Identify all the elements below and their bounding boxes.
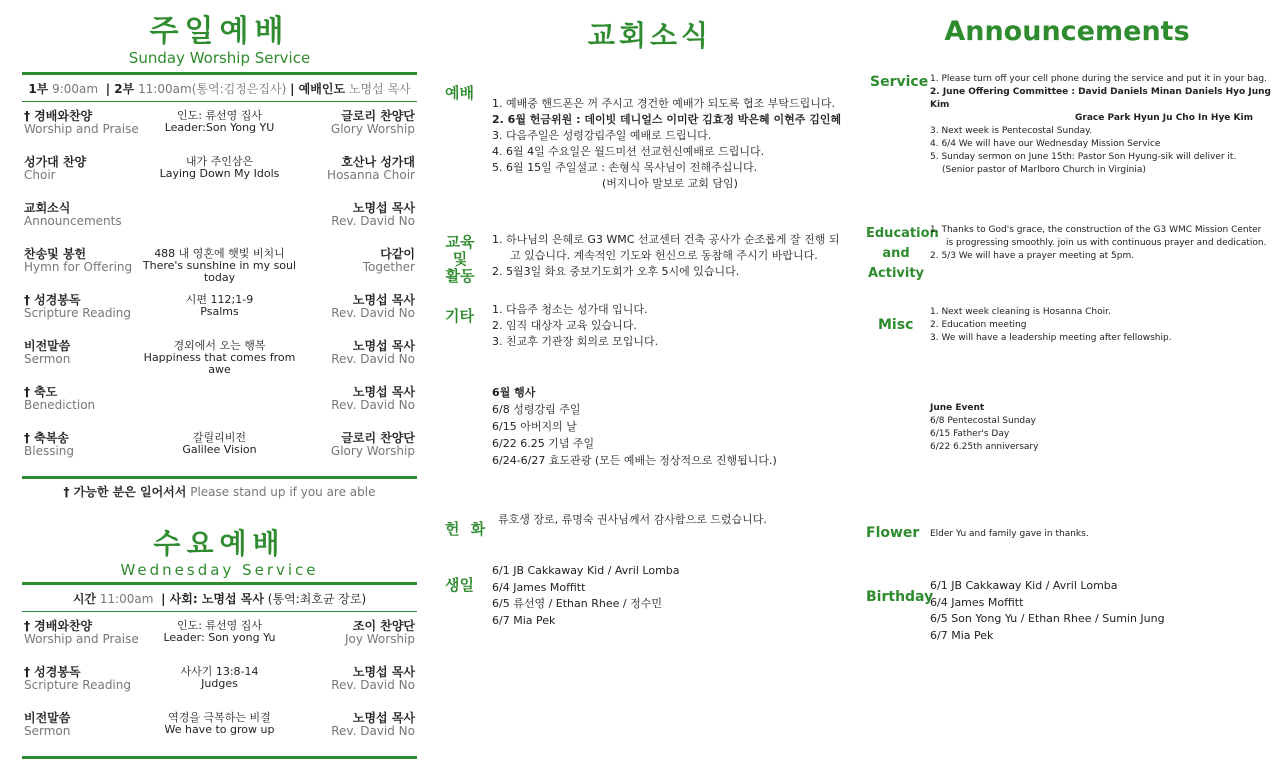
- leader-en: Rev. David No: [331, 724, 415, 738]
- flower-text: 류호생 장로, 류명숙 권사님께서 감사함으로 드렸습니다.: [498, 513, 767, 526]
- flower-label: 헌 화: [445, 520, 489, 538]
- order-item-ko: 비전말씀: [24, 711, 71, 725]
- label-line: Activity: [867, 266, 925, 281]
- sunday-title: 주일예배: [149, 14, 290, 49]
- list-item: 5. Sunday sermon on June 15th: Pastor Son Hyung-sik will deliver it.: [930, 152, 1237, 162]
- sunday-order-list: [22, 108, 417, 476]
- english-announcements-column: [862, 14, 1272, 774]
- second-service-time: 11:00am(통역:김정은집사): [138, 82, 287, 96]
- detail-line-2: Happiness that comes from awe: [143, 351, 296, 376]
- leader-en: Glory Worship: [330, 444, 415, 458]
- order-item-leader: [285, 110, 415, 136]
- misc-label: 기타: [445, 307, 474, 325]
- order-item-ko: † 성경봉독: [24, 293, 81, 307]
- label-line: 활동: [445, 267, 475, 285]
- leader-ko: 글로리 찬양단: [341, 109, 415, 123]
- stand-note-en: Please stand up if you are able: [190, 485, 376, 499]
- announcements-title: Announcements: [944, 16, 1190, 47]
- leader-en: Hosanna Choir: [327, 168, 415, 182]
- events-list: [930, 402, 1038, 454]
- detail-line-2: We have to grow up: [164, 723, 275, 736]
- service-list: [930, 73, 1272, 177]
- list-item: 4. 6/4 We will have our Wednesday Mission Service: [930, 139, 1161, 149]
- list-item: 6/24-6/27 효도관광 (모든 예배는 정상적으로 진행됩니다.): [492, 454, 777, 467]
- list-item: 1. 하나님의 은혜로 G3 WMC 선교센터 건축 공사가 순조롭게 잘 진행 되: [492, 233, 840, 246]
- list-item: 6/15 아버지의 날: [492, 420, 577, 433]
- order-item-detail: [132, 432, 307, 456]
- list-item: 5. 6월 15일 주일설교 : 손형식 목사님이 전해주십니다.: [492, 161, 758, 174]
- order-item-ko: † 축도: [24, 385, 58, 399]
- order-item-leader: [285, 712, 415, 738]
- leader-en: Rev. David No: [331, 214, 415, 228]
- detail-line-1: 시편 112;1-9: [185, 293, 254, 306]
- order-item-ko: † 경배와찬양: [24, 619, 93, 633]
- order-item-detail: [132, 110, 307, 134]
- list-item: 1. 다음주 청소는 성가대 입니다.: [492, 303, 648, 316]
- order-item-ko: † 경배와찬양: [24, 109, 93, 123]
- detail-line-1: 488 내 영혼에 햇빛 비치니: [154, 247, 285, 260]
- stand-note: [22, 479, 417, 504]
- order-item-en: Choir: [24, 168, 56, 182]
- divider: [22, 756, 417, 759]
- list-item: 6/8 Pentecostal Sunday: [930, 416, 1036, 426]
- wednesday-order-list: [22, 618, 417, 756]
- label-line: Education: [866, 226, 939, 241]
- order-item-en: Hymn for Offering: [24, 260, 133, 274]
- list-item: 6/5 Son Yong Yu / Ethan Rhee / Sumin Jung: [930, 612, 1165, 625]
- host-note: (통역:최호균 장로): [267, 592, 367, 606]
- list-item: 고 있습니다. 계속적인 기도와 헌신으로 동참해 주시기 바랍니다.: [510, 249, 818, 262]
- sunday-subtitle: Sunday Worship Service: [128, 49, 311, 67]
- first-service-label: 1부: [28, 82, 49, 96]
- order-item-leader: [285, 202, 415, 228]
- leader-en: Glory Worship: [330, 122, 415, 136]
- order-row: [22, 384, 417, 430]
- time-value: 11:00am: [99, 592, 154, 606]
- list-item: 6/4 James Moffitt: [492, 580, 586, 594]
- order-item-detail: [132, 712, 307, 736]
- list-item: 3. Next week is Pentecostal Sunday.: [930, 126, 1093, 136]
- order-item-leader: [285, 666, 415, 692]
- leader-ko: 글로리 찬양단: [341, 431, 415, 445]
- detail-line-2: Psalms: [200, 305, 239, 318]
- leader-en: Rev. David No: [331, 352, 415, 366]
- list-item: (Senior pastor of Marlboro Church in Virginia): [942, 165, 1146, 175]
- detail-line-2: Leader: Son yong Yu: [163, 631, 276, 644]
- order-item-detail: [132, 156, 307, 180]
- detail-line-1: 인도: 류선영 집사: [176, 619, 263, 632]
- events-title: June Event: [930, 403, 985, 413]
- events-list: [492, 384, 777, 469]
- leader-en: Rev. David No: [331, 398, 415, 412]
- leader-ko: 노명섭 목사: [352, 711, 415, 725]
- list-item: 6/5 류선영 / Ethan Rhee / 정수민: [492, 597, 662, 610]
- birthday-list: [492, 563, 680, 629]
- list-item: 6/1 JB Cakkaway Kid / Avril Lomba: [930, 579, 1118, 592]
- time-label: 시간: [72, 592, 96, 606]
- order-item-en: Scripture Reading: [24, 306, 131, 320]
- events-title: 6월 행사: [492, 386, 536, 399]
- order-row: [22, 200, 417, 246]
- list-item: 2. 6월 헌금위원 : 데이빗 데니얼스 이미란 김효정 박은혜 이현주 김인혜: [492, 113, 842, 126]
- leader-ko: 노명섭 목사: [352, 201, 415, 215]
- order-item-detail: [132, 340, 307, 376]
- order-item-ko: 성가대 찬양: [24, 155, 87, 169]
- order-row: [22, 710, 417, 756]
- order-row: [22, 338, 417, 384]
- wednesday-title: 수요예배: [153, 527, 286, 560]
- detail-line-1: 경외에서 오는 행복: [173, 339, 266, 352]
- list-item: 2. Education meeting: [930, 320, 1027, 330]
- order-item-leader: [285, 340, 415, 366]
- misc-list: [492, 302, 658, 350]
- list-item: 6/4 James Moffitt: [930, 595, 1024, 609]
- korean-news-column: [440, 14, 860, 774]
- first-service-time: 9:00am: [52, 82, 99, 96]
- order-item-leader: [285, 620, 415, 646]
- list-item: 2. June Offering Committee : David Daniels Minan Daniels Hyo Jung Kim: [930, 87, 1271, 110]
- worship-order-column: [22, 14, 417, 759]
- order-item-detail: [132, 294, 307, 318]
- list-item: 4. 6월 4일 수요일은 월드미션 선교헌신예배로 드립니다.: [492, 145, 765, 158]
- divider: [22, 101, 417, 102]
- list-item: 1. Please turn off your cell phone during the service and put it in your bag.: [930, 74, 1267, 84]
- list-item: 3. We will have a leadership meeting after fellowship.: [930, 333, 1172, 343]
- order-item-en: Sermon: [24, 352, 71, 366]
- leader-en: Rev. David No: [331, 306, 415, 320]
- order-row: [22, 664, 417, 710]
- detail-line-1: 사사기 13:8-14: [180, 665, 259, 678]
- wednesday-info-line: [22, 585, 417, 611]
- leader-ko: 다같이: [380, 247, 415, 261]
- list-item: Grace Park Hyun Ju Cho In Hye Kim: [1075, 113, 1253, 123]
- order-item-leader: [285, 248, 415, 274]
- birthday-label: 생일: [445, 576, 474, 594]
- detail-line-2: Galilee Vision: [182, 443, 257, 456]
- order-row: [22, 292, 417, 338]
- worship-label: 예배: [445, 84, 474, 102]
- list-item: 2. 5/3 We will have a prayer meeting at 5pm.: [930, 251, 1135, 261]
- birthday-label: Birthday: [866, 589, 934, 605]
- order-item-ko: † 성경봉독: [24, 665, 81, 679]
- misc-list: [930, 306, 1172, 345]
- detail-line-2: Laying Down My Idols: [159, 167, 280, 180]
- worship-list: [492, 96, 841, 192]
- leader-en: Rev. David No: [331, 678, 415, 692]
- second-service-label: | 2부: [105, 82, 135, 96]
- list-item: 3. 다음주일은 성령강림주일 예배로 드립니다.: [492, 129, 712, 142]
- list-item: 6/1 JB Cakkaway Kid / Avril Lomba: [492, 564, 680, 577]
- list-item: 3. 친교후 기관장 회의로 모입니다.: [492, 335, 659, 348]
- list-item: is progressing smoothly. join us with continuous prayer and dedication.: [946, 238, 1267, 248]
- news-title: 교회소식: [587, 19, 713, 52]
- order-item-ko: 비전말씀: [24, 339, 71, 353]
- flower-text: Elder Yu and family gave in thanks.: [930, 529, 1089, 539]
- leader-ko: 노명섭 목사: [352, 339, 415, 353]
- list-item: 6/15 Father's Day: [930, 429, 1010, 439]
- education-list: [492, 232, 840, 280]
- detail-line-1: 갈릴리비전: [192, 431, 247, 444]
- order-item-en: Worship and Praise: [24, 122, 139, 136]
- order-item-leader: [285, 294, 415, 320]
- list-item: 2. 임직 대상자 교육 있습니다.: [492, 319, 637, 332]
- detail-line-1: 역경을 극복하는 비결: [168, 711, 271, 724]
- wednesday-subtitle: Wednesday Service: [120, 561, 319, 579]
- order-row: [22, 430, 417, 476]
- order-item-ko: † 축복송: [24, 431, 69, 445]
- leader-ko: 노명섭 목사: [352, 385, 415, 399]
- education-label: [445, 234, 475, 285]
- list-item: 6/7 Mia Pek: [930, 628, 994, 642]
- label-line: 교육: [445, 233, 475, 251]
- list-item: 1. Next week cleaning is Hosanna Choir.: [930, 307, 1111, 317]
- order-row: [22, 246, 417, 292]
- order-item-ko: 교회소식: [24, 201, 71, 215]
- list-item: 6/22 6.25th anniversary: [930, 442, 1039, 452]
- order-item-ko: 찬송및 봉헌: [24, 247, 87, 261]
- leader-ko: 조이 찬양단: [352, 619, 415, 633]
- order-item-en: Sermon: [24, 724, 71, 738]
- order-item-detail: [132, 248, 307, 284]
- order-item-en: Announcements: [24, 214, 122, 228]
- leader-label: | 예배인도: [290, 82, 346, 96]
- order-item-name: [24, 202, 154, 228]
- stand-note-ko: † 가능한 분은 일어서서: [63, 485, 187, 499]
- list-item: 1. 예배중 핸드폰은 꺼 주시고 경건한 예배가 되도록 협조 부탁드립니다.: [492, 97, 835, 110]
- list-item: 6/7 Mia Pek: [492, 613, 556, 627]
- list-item: 1. Thanks to God's grace, the construction of the G3 WMC Mission Center: [930, 225, 1262, 235]
- order-row: [22, 108, 417, 154]
- leader-en: Together: [362, 260, 415, 274]
- leader-ko: 호산나 성가대: [341, 155, 415, 169]
- list-item: 6/8 성령강림 주일: [492, 403, 581, 416]
- list-item: (버지니아 말보로 교회 담임): [602, 177, 738, 190]
- label-line: 및: [452, 250, 468, 268]
- detail-line-2: There's sunshine in my soul today: [142, 259, 297, 284]
- order-row: [22, 618, 417, 664]
- detail-line-2: Judges: [201, 677, 238, 690]
- host-label: | 사회: 노명섭 목사: [161, 592, 264, 606]
- detail-line-1: 내가 주인삼은: [185, 155, 254, 168]
- order-item-en: Scripture Reading: [24, 678, 131, 692]
- leader-en: Joy Worship: [344, 632, 415, 646]
- service-label: Service: [870, 74, 929, 90]
- order-item-en: Worship and Praise: [24, 632, 139, 646]
- label-line: and: [882, 246, 910, 261]
- detail-line-1: 인도: 류선영 집사: [176, 109, 263, 122]
- leader-ko: 노명섭 목사: [352, 293, 415, 307]
- education-label: [866, 224, 939, 284]
- misc-label: Misc: [878, 317, 914, 333]
- list-item: 6/22 6.25 기념 주일: [492, 437, 595, 450]
- order-item-detail: [132, 620, 307, 644]
- order-item-leader: [285, 386, 415, 412]
- order-item-leader: [285, 432, 415, 458]
- order-item-en: Blessing: [24, 444, 75, 458]
- leader-ko: 노명섭 목사: [352, 665, 415, 679]
- order-item-leader: [285, 156, 415, 182]
- divider: [22, 611, 417, 612]
- leader-name: 노명섭 목사: [348, 82, 411, 96]
- list-item: 2. 5월3일 화요 중보기도회가 오후 5시에 있습니다.: [492, 265, 740, 278]
- detail-line-2: Leader:Son Yong YU: [164, 121, 275, 134]
- order-item-detail: [132, 666, 307, 690]
- flower-label: Flower: [866, 525, 920, 541]
- order-row: [22, 154, 417, 200]
- sunday-info-line: [22, 75, 417, 101]
- order-item-name: [24, 386, 154, 412]
- order-item-en: Benediction: [24, 398, 96, 412]
- birthday-list: [930, 578, 1165, 644]
- education-list: [930, 224, 1266, 263]
